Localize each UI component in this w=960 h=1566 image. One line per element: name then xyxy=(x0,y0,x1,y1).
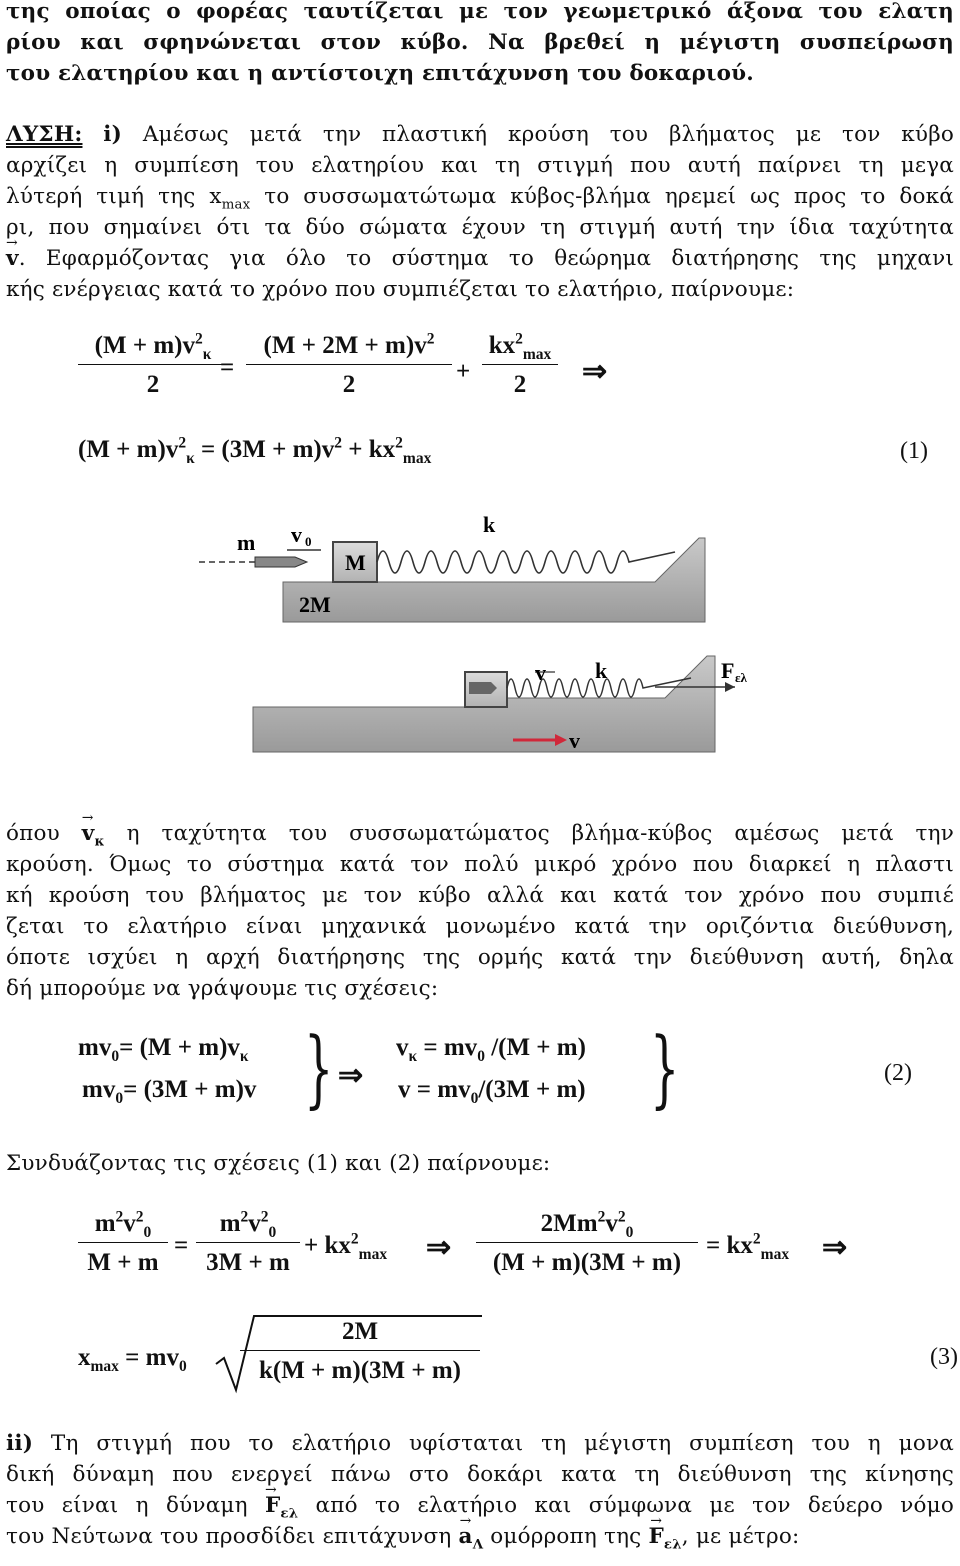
text-line: όποτε ισχύει η αρχή διατήρησης της ορμής κατά την διεύθυνση αυτή, δηλα xyxy=(6,945,954,970)
text-fragment: από το ελατήριο και σύμφωνα με τον δεύερο νόμο xyxy=(298,1493,954,1518)
numerator: 2M xyxy=(341,1318,379,1345)
M-label: M xyxy=(345,550,366,575)
text-line xyxy=(6,1521,954,1552)
part-label: ii) xyxy=(6,1431,34,1456)
max-compression-equation: $x_{max} = mv_0$ 2M k(M + m)(3M + m) xyxy=(0,1318,960,1398)
v-label: v xyxy=(535,660,546,685)
eq-term: (M + m)v xyxy=(78,436,179,463)
intro-paragraph xyxy=(6,0,954,89)
text-fragment: Τη στιγμή που το ελατήριο υφίσταται τη μέγιστη συμπίεση του η μονα xyxy=(33,1431,954,1456)
subscript: ελ xyxy=(663,1536,682,1553)
eq-term: /(M + m) xyxy=(484,1034,586,1061)
text-line xyxy=(6,818,954,849)
2M-label: 2M xyxy=(299,592,331,617)
F-label: F xyxy=(721,658,735,683)
equation-number: (2) xyxy=(884,1060,912,1086)
text-line: κρούση. Όμως το σύστημα κατά τον πολύ μικρό χρόνο που διαρκεί η πλαστι xyxy=(6,852,954,877)
text-fragment: το συσσωματώτωμα κύβος-βλήμα ηρεμεί ως προς το δοκά xyxy=(250,184,954,209)
text-line: του ελατηρίου και η αντίστοιχη επιτάχυνση του δοκαριού. xyxy=(6,61,754,86)
equation-number: (1) xyxy=(900,438,928,464)
v0-label: v xyxy=(291,522,302,547)
right-brace: } xyxy=(304,1019,334,1117)
eq-term: = (3M + m)v xyxy=(194,436,335,463)
eq-term: x xyxy=(78,1344,91,1371)
eq-term: /(3M + m) xyxy=(478,1076,586,1103)
subscript: κ xyxy=(239,1048,249,1065)
spring-block-figure xyxy=(195,512,775,787)
spring-k xyxy=(377,551,675,573)
text-line: της οποίας ο φορέας ταυτίζεται με τον γεωμετρικό άξονα του ελατη xyxy=(6,0,954,24)
bottom-setup xyxy=(253,656,748,753)
subscript: max xyxy=(402,450,432,467)
eq-term: = (3M + m)v xyxy=(123,1076,257,1103)
bullet-m xyxy=(255,557,307,567)
symbol: v xyxy=(81,821,95,846)
k-label-bottom: k xyxy=(595,658,608,683)
eq-term: + kx xyxy=(304,1232,351,1259)
denominator: M + m xyxy=(87,1249,159,1276)
numerator: kx xyxy=(488,332,516,359)
k-label: k xyxy=(483,512,496,537)
velocity-vector-k xyxy=(82,818,95,849)
fraction xyxy=(240,1318,480,1385)
text-line: ρι, που σημαίνει ότι τα δύο σώματα έχουν τη στιγμή αυτή την ίδια ταχύτητα xyxy=(6,215,954,240)
text-line: δή μπορούμε να γράψουμε τις σχέσεις: xyxy=(6,976,439,1001)
right-brace: } xyxy=(650,1019,680,1117)
numerator: (M + 2M + m)v xyxy=(263,332,427,359)
part-ii-paragraph xyxy=(6,1428,954,1552)
energy-equation xyxy=(0,332,960,412)
text-line xyxy=(6,243,954,274)
denominator: 2 xyxy=(146,371,160,398)
fraction: $m^2v^2_0$ M + m xyxy=(78,1210,168,1277)
arrow-head xyxy=(725,682,735,692)
fraction: $(M + 2M + m)v^2$ 2 xyxy=(246,332,452,399)
implies-icon: ⇒ xyxy=(582,355,608,388)
solution-label: ΛΥΣΗ: xyxy=(6,122,83,147)
F-sub: ελ xyxy=(735,670,747,685)
equals-sign: = xyxy=(174,1232,189,1259)
denominator: k(M + m)(3M + m) xyxy=(258,1357,462,1384)
eq-term: mv xyxy=(82,1076,116,1103)
plus-sign: + xyxy=(456,358,471,385)
top-setup xyxy=(199,512,705,622)
numerator: (M + m)v xyxy=(94,332,195,359)
text-fragment: του είναι η δύναμη xyxy=(6,1493,265,1518)
implies-icon: ⇒ xyxy=(822,1231,848,1264)
combine-sentence xyxy=(6,1148,954,1179)
subscript: ελ xyxy=(280,1505,299,1522)
text-fragment: . Εφαρμόζοντας για όλο το σύστημα το θεώρημα διατήρησης της μηχανι xyxy=(18,246,954,271)
text-line: ρίου και σφηνώνεται στον κύβο. Να βρεθεί η μέγιστη συσπείρωση xyxy=(6,30,954,55)
text-line xyxy=(6,181,954,212)
fraction: $m^2v^2_0$ 3M + m xyxy=(196,1210,300,1277)
energy-equation-1: $(M + m)v^2_\kappa = (3M + m)v^2 + kx^2_{max}$ xyxy=(78,434,432,467)
force-vector xyxy=(648,1521,663,1552)
subscript: max xyxy=(522,346,552,363)
combined-equation: $m^2v^2_0$ M + m = $m^2v^2_0$ 3M + m + $kx^2_{max}$ ⇒ $2Mm^2v^2_0$ (M + m)(3M + m) = $kx^2_{max}$ ⇒ xyxy=(0,1210,960,1290)
eq-term: + kx xyxy=(342,436,396,463)
text-line: δική δύναμη που ενεργεί πάνω στο δοκάρι κατα τη διεύθυνση της κίνησης xyxy=(6,1462,954,1487)
eq-term: = mv xyxy=(417,1034,478,1061)
acceleration-vector xyxy=(459,1521,473,1552)
text-fragment: Αμέσως μετά την πλαστική κρούση του βλήματος με τον κύβο xyxy=(122,122,954,147)
implies-icon: ⇒ xyxy=(426,1231,452,1264)
text-fragment: λύτερή τιμή της x xyxy=(6,184,222,209)
velocity-paragraph xyxy=(6,818,954,1004)
denominator: 3M + m xyxy=(206,1249,290,1276)
eq-term: = mv xyxy=(125,1344,179,1371)
implies-icon: ⇒ xyxy=(338,1059,364,1092)
symbol: a xyxy=(458,1524,473,1549)
text-fragment: του Νεύτωνα του προσδίδει επιτάχυνση xyxy=(6,1524,459,1549)
symbol: F xyxy=(648,1524,664,1549)
subscript: max xyxy=(221,197,251,213)
text-line: αρχίζει η συμπίεση του ελατηρίου και τη στιγμή που αυτή παίρνει τη μεγα xyxy=(6,153,954,178)
numerator: m xyxy=(219,1210,241,1237)
bullet-in-block xyxy=(469,682,497,694)
text-line: Συνδυάζοντας τις σχέσεις (1) και (2) παίρνουμε: xyxy=(6,1151,551,1176)
text-fragment: , με μέτρο: xyxy=(681,1524,800,1549)
subscript: κ xyxy=(94,833,105,850)
fraction: $2Mm^2v^2_0$ (M + m)(3M + m) xyxy=(476,1210,698,1277)
momentum-system: $mv_0= (M + m)v_\kappa$ $mv_0= (3M + m)v$ } ⇒ $v_\kappa = mv_0$ /(M + m) $v = mv_0/(3M + m)$ } xyxy=(78,1019,680,1117)
text-line xyxy=(6,1490,954,1521)
m-label: m xyxy=(237,530,256,555)
text-line xyxy=(6,119,954,150)
subscript: κ xyxy=(186,450,195,467)
eq-term: mv xyxy=(78,1034,112,1061)
equation-number: (3) xyxy=(930,1344,958,1370)
text-fragment: η ταχύτητα του συσσωματώματος βλήμα-κύβος αμέσως μετά την xyxy=(104,821,954,846)
subscript: max xyxy=(760,1246,790,1263)
numerator: 2Mm xyxy=(540,1210,598,1237)
numerator: m xyxy=(94,1210,116,1237)
part-label: i) xyxy=(103,122,123,147)
text-line: ζεται το ελατήριο είναι μηχανικά μονωμένο κατά την οριζόντια διεύθυνση, xyxy=(6,914,954,939)
subscript: κ xyxy=(408,1048,418,1065)
subscript: Λ xyxy=(472,1536,484,1553)
solution-paragraph xyxy=(6,119,954,305)
eq-term: = kx xyxy=(706,1232,753,1259)
symbol: F xyxy=(264,1493,281,1518)
eq-term: v xyxy=(396,1034,409,1061)
force-vector xyxy=(265,1490,280,1521)
subscript: max xyxy=(90,1358,119,1375)
eq-term: v = mv xyxy=(398,1076,471,1103)
v-label-2: v xyxy=(569,728,580,753)
fraction: $(M + m)v^2_\kappa$ 2 xyxy=(78,332,228,399)
text-fragment: ομόρροπη της xyxy=(483,1524,649,1549)
text-line: κής ενέργειας κατά το χρόνο που συμπιέζεται το ελατήριο, παίρνουμε: xyxy=(6,277,795,302)
denominator: (M + m)(3M + m) xyxy=(492,1249,682,1276)
eq-term: = (M + m)v xyxy=(119,1034,240,1061)
velocity-vector: → v xyxy=(6,243,19,274)
text-line: κή κρούση του βλήματος με τον κύβο αλλά και κατά τον χρόνο που συμπιέ xyxy=(6,883,954,908)
v0-sub: 0 xyxy=(305,534,312,549)
subscript: max xyxy=(358,1246,388,1263)
subscript: κ xyxy=(202,346,212,363)
denominator: 2 xyxy=(342,371,356,398)
text-fragment: όπου xyxy=(6,821,82,846)
equals-sign: = xyxy=(220,354,235,381)
text-line xyxy=(6,1428,954,1459)
fraction: $kx^2_{max}$ 2 xyxy=(482,332,558,399)
denominator: 2 xyxy=(513,371,527,398)
